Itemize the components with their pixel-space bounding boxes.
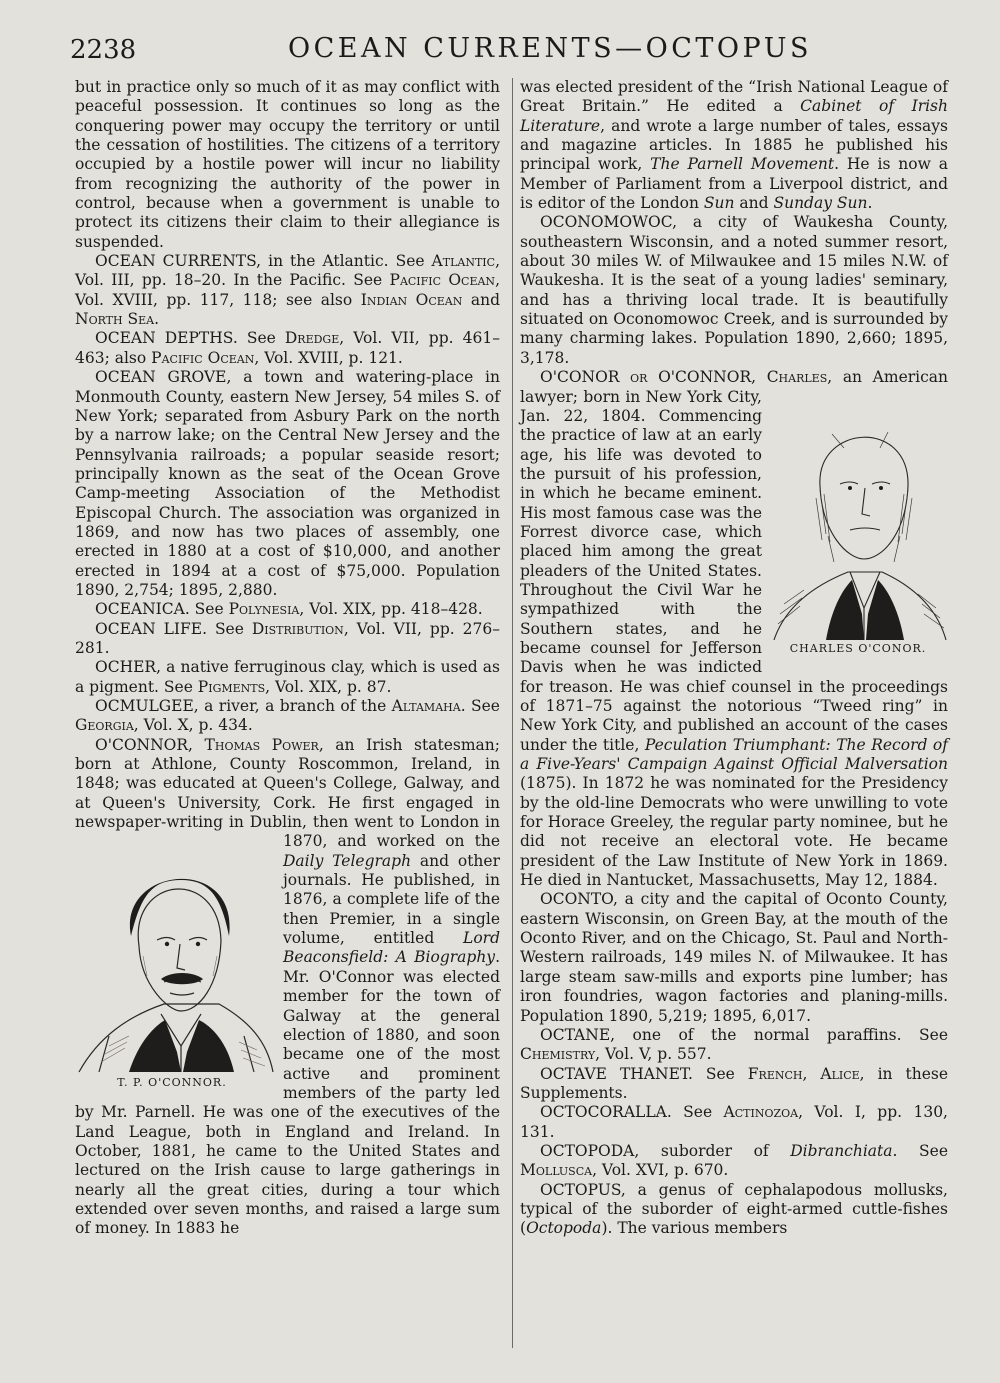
- entry-ocean-life: OCEAN LIFE. See Distribution, Vol. VII, pp. 276–281.: [75, 619, 500, 657]
- entry-ocher: OCHER, a native ferruginous clay, which is used as a pigment. See Pigments, Vol. XIX, p. 87.: [75, 658, 500, 696]
- entry-oconnor-tp: O'CONNOR, Thomas Power, an Irish statesman; born at Athlone, County Roscommon, Ireland, in 1848; was educated at Queen's College, Galway, and at Queen's University, Cork. He first engaged in newspaper-writing in Dublin, then went to London in 1870, and worked on the T. P. O'CONNOR. Daily Telegraph and other journals. He published, in 1876, a complete life of the then Premier, in a single volume, entitled Lord Beaconsfield: A Biography. Mr. O'Connor was elected member for the town of Galway at the general election of 1880, and soon became one of the most active and prominent members of the party led by Mr. Parnell. He was one of the executives of the Land League, both in England and Ireland. In October, 1881, he came to the United States and lectured on the Irish cause to large gatherings in nearly all the great cities, during a tour which extended over seven months, and raised a large sum of money. In 1883 he: [75, 736, 500, 1239]
- running-head: OCEAN CURRENTS—OCTOPUS: [287, 33, 812, 64]
- left-column: [75, 78, 500, 1239]
- entry-octopoda: OCTOPODA, suborder of Dibranchiata. See Mollusca, Vol. XVI, p. 670.: [520, 1141, 948, 1180]
- portrait-figure-tp-oconnor: [69, 836, 275, 1089]
- entry-oconor: O'CONOR or O'CONNOR, Charles CHARLES O'CONOR. , an American lawyer; born in New York City, Jan. 22, 1804. Commencing the practice of law at an early age, his life was devoted to the pursuit of his profession, in which he became eminent. His most famous case was the Forrest divorce case, which placed him among the great pleaders of the United States. Throughout the Civil War he sympathized with the Southern states, and he became counsel for Jefferson Davis when he was indicted for treason. He was chief counsel in the proceedings of 1871–75 against the notorious “Tweed ring” in New York City, and published an account of the cases under the title, Peculation Triumphant: The Record of a Five-Years' Campaign Against Official Malversation (1875). In 1872 he was nominated for the Presidency by the old-line Democrats who were unwilling to vote for Horace Greeley, the regular party nominee, but he did not receive an electoral vote. He became president of the Law Institute of New York in 1869. He died in Nantucket, Massachusetts, May 12, 1884.: [520, 368, 949, 890]
- page-header: [70, 33, 955, 73]
- entry-ocean-currents: OCEAN CURRENTS, in the Atlantic. See Atlantic, Vol. III, pp. 18–20. In the Pacific. See Pacific Ocean, Vol. XVIII, pp. 117, 118; see also Indian Ocean and North Sea.: [75, 252, 501, 329]
- entry-oconomowoc: OCONOMOWOC, a city of Waukesha County, southeastern Wisconsin, and a noted summer resort, about 30 miles W. of Milwaukee and 15 miles N.W. of Waukesha. It is the seat of a young ladies' seminary, and has a thriving local trade. It is beautifully situated on Oconomowoc Creek, and is surrounded by many charming lakes. Population 1890, 2,660; 1895, 3,178.: [520, 213, 948, 367]
- portrait-tp-oconnor-image: [69, 836, 275, 1074]
- portrait-charles-oconor-image: [768, 394, 948, 640]
- entry-octave-thanet: OCTAVE THANET. See French, Alice, in these Supplements.: [520, 1064, 948, 1102]
- entry-ocmulgee: OCMULGEE, a river, a branch of the Altamaha. See Georgia, Vol. X, p. 434.: [75, 697, 500, 735]
- entry-oconto: OCONTO, a city and the capital of Oconto County, eastern Wisconsin, on Green Bay, at the mouth of the Oconto River, and on the Chicago, St. Paul and North-Western railroads, 149 miles N. of Milwaukee. It has large steam saw-mills and exports pine lumber; has iron foundries, wagon factories and planing-mills. Population 1890, 5,219; 1895, 6,017.: [520, 890, 948, 1025]
- right-column: [520, 78, 948, 1239]
- caption-tp-oconnor: T. P. O'CONNOR.: [117, 1076, 227, 1090]
- page-number: 2238: [70, 35, 137, 65]
- entry-oceanica: OCEANICA. See Polynesia, Vol. XIX, pp. 418–428.: [95, 600, 483, 619]
- entry-ocean-depths: OCEAN DEPTHS. See Dredge, Vol. VII, pp. 461–463; also Pacific Ocean, Vol. XVIII, p. 121.: [75, 329, 500, 367]
- caption-charles-oconor: CHARLES O'CONOR.: [789, 641, 927, 655]
- entry-continued-tp-oconnor: was elected president of the “Irish National League of Great Britain.” He edited a Cabinet of Irish Literature, and wrote a large number of tales, essays and magazine articles. In 1885 he published his principal work, The Parnell Movement. He is now a Member of Parliament from a Liverpool district, and is editor of the London Sun and Sunday Sun.: [520, 78, 949, 213]
- entry-octocoralla: OCTOCORALLA. See Actinozoa, Vol. I, pp. 130, 131.: [520, 1103, 948, 1141]
- entry-continued: but in practice only so much of it as may conflict with peaceful possession. It continues so long as the conquering power may occupy the territory or until the cessation of hostilities. The citizens of a territory occupied by a hostile power will incur no liability from recognizing the authority of the power in control, because when a government is unable to protect its citizens their claim to their allegiance is suspended.: [75, 78, 500, 251]
- entry-octane: OCTANE, one of the normal paraffins. See Chemistry, Vol. V, p. 557.: [520, 1025, 948, 1064]
- column-divider: [512, 78, 513, 1348]
- entry-octopus: OCTOPUS, a genus of cephalapodous mollusks, typical of the suborder of eight-armed cuttle-fishes (Octopoda). The various members: [520, 1180, 948, 1238]
- entry-ocean-grove: OCEAN GROVE, a town and watering-place in Monmouth County, eastern New Jersey, 54 miles S. of New York; separated from Asbury Park on the north by a narrow lake; on the Central New Jersey and the Pennsylvania railroads; a popular seaside resort; principally known as the seat of the Ocean Grove Camp-meeting Association of the Methodist Episcopal Church. The association was organized in 1869, and now has two places of assembly, one erected in 1880 at a cost of $10,000, and another erected in 1894 at a cost of $75,000. Population 1890, 2,754; 1895, 2,880.: [75, 368, 500, 599]
- portrait-figure-charles-oconor: [768, 394, 948, 655]
